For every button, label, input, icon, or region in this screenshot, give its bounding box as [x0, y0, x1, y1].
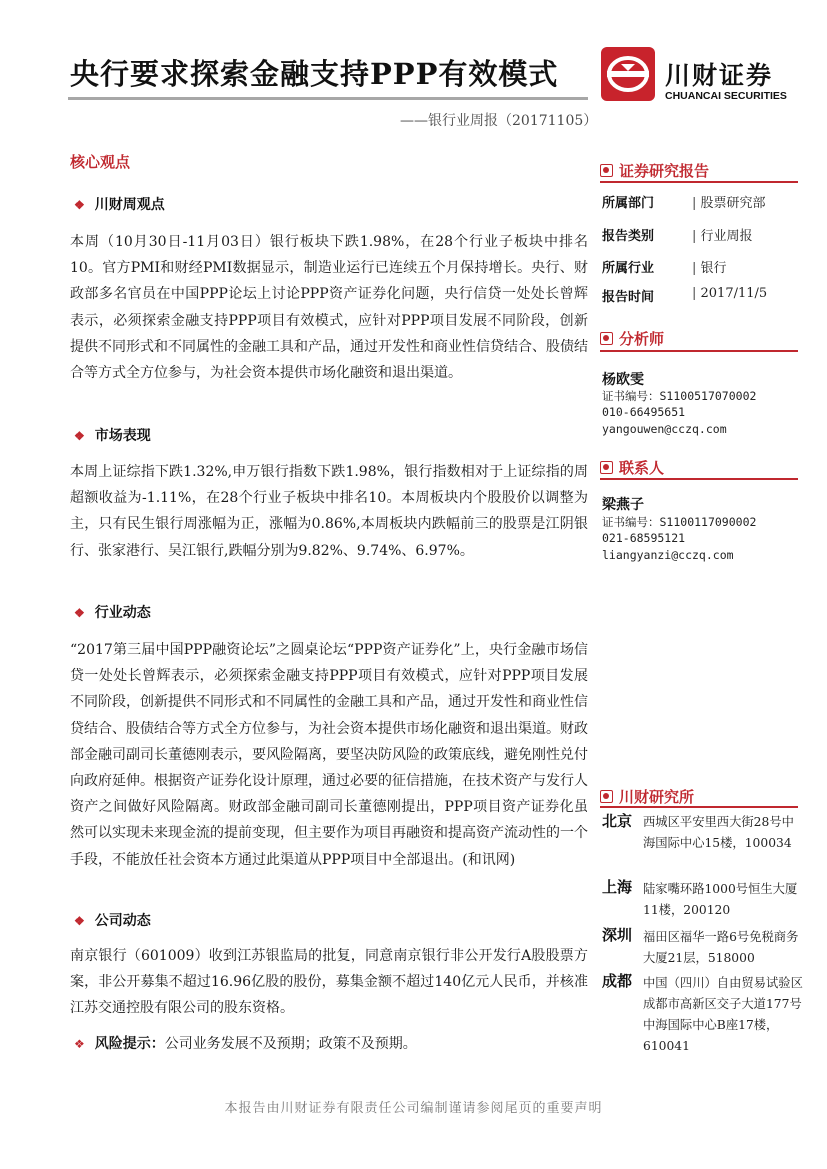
- analyst-email[interactable]: yangouwen@cczq.com: [602, 422, 727, 436]
- office-address-shenzhen: 福田区福华一路6号免税商务大厦21层，518000: [643, 930, 799, 965]
- section-marker-icon: [600, 790, 613, 803]
- analyst-phone: 010-66495651: [602, 405, 686, 419]
- diamond-bullet-icon: ❖: [74, 914, 85, 928]
- meta-label-industry: 所属行业: [602, 261, 655, 276]
- meta-label-category: 报告类别: [602, 229, 655, 244]
- report-title: 央行要求探索金融支持PPP有效模式: [70, 57, 559, 91]
- sidebar-divider: [600, 181, 798, 183]
- core-views-title: 核心观点: [70, 153, 131, 171]
- section-marker-icon: [600, 461, 613, 474]
- section-heading-industry: ❖ 行业动态: [74, 605, 151, 621]
- sidebar-heading-report: 证券研究报告: [600, 160, 709, 181]
- meta-label-date: 报告时间: [602, 290, 655, 305]
- section-heading-company: ❖ 公司动态: [74, 913, 151, 929]
- title-divider: [68, 97, 588, 100]
- diamond-bullet-icon: ❖: [74, 1037, 85, 1051]
- meta-value-industry: | 银行: [692, 257, 727, 276]
- contact-email[interactable]: liangyanzi@cczq.com: [602, 548, 734, 562]
- analyst-name: 杨欧雯: [602, 372, 644, 388]
- sidebar-divider: [600, 806, 798, 808]
- sidebar-heading-analyst: 分析师: [600, 328, 664, 349]
- section-text-industry: “2017第三届中国PPP融资论坛”之圆桌论坛“PPP资产证券化”上，央行金融市场信贷一处处长曾辉表示，必须探索金融支持PPP项目有效模式，应针对PPP项目发展不同阶段，创新提供不同形式和不同属性的金融工具和产品，通过开发性和商业性信贷结合、股债结合等方式全方位参与，为社会资本提供市场化融资和退出渠道。财政部金融司副司长董德刚表示，要风险隔离，要坚决防风险的政策底线，避免刚性兑付向政府延伸。根据资产证券化设计原理，通过必要的征信措施，在技术资产与发行人资产之间做好风险隔离。财政部金融司副司长董德刚提出，PPP项目资产证券化虽然可以实现未来现金流的提前变现，但主要作为项目再融资和提高资产流动性的一个手段，不能放任社会资本方通过此渠道从PPP项目中全部退出。(和讯网): [70, 642, 588, 868]
- office-address-chengdu: 中国（四川）自由贸易试验区成都市高新区交子大道177号中海国际中心B座17楼，610041: [643, 976, 803, 1053]
- section-text-company: 南京银行（601009）收到江苏银监局的批复，同意南京银行非公开发行A股股票方案，非公开募集不超过16.96亿股的股份，募集金额不超过140亿元人民币，并核准江苏交通控股有限公司的股东资格。: [70, 948, 588, 1017]
- diamond-bullet-icon: ❖: [74, 429, 85, 443]
- company-name-en: CHUANCAI SECURITIES: [665, 90, 787, 102]
- analyst-cert: 证书编号：S1100517070002: [602, 389, 757, 403]
- meta-label-department: 所属部门: [602, 196, 655, 211]
- office-city-beijing: 北京: [602, 812, 633, 830]
- contact-cert: 证书编号：S1100117090002: [602, 515, 757, 529]
- office-city-shanghai: 上海: [602, 878, 633, 896]
- diamond-bullet-icon: ❖: [74, 606, 85, 620]
- report-subtitle: ——银行业周报（20171105）: [400, 113, 598, 129]
- company-name-cn: 川财证券: [665, 61, 774, 90]
- contact-phone: 021-68595121: [602, 531, 686, 545]
- office-address-beijing: 西城区平安里西大街28号中海国际中心15楼，100034: [643, 815, 794, 850]
- contact-name: 梁燕子: [602, 497, 644, 513]
- meta-value-category: | 行业周报: [692, 225, 753, 244]
- sidebar-divider: [600, 350, 798, 352]
- diamond-bullet-icon: ❖: [74, 198, 85, 212]
- office-address-shanghai: 陆家嘴环路1000号恒生大厦11楼，200120: [643, 882, 798, 917]
- sidebar-heading-contact: 联系人: [600, 457, 664, 478]
- section-text-market: 本周上证综指下跌1.32%,申万银行指数下跌1.98%，银行指数相对于上证综指的周超额收益为-1.11%，在28个行业子板块中排名10。本周板块内个股股价以调整为主，只有民生银行周涨幅为正，涨幅为0.86%,本周板块内跌幅前三的股票是江阴银行、张家港行、吴江银行,跌幅分别为9.82%、9.74%、6.97%。: [70, 464, 588, 559]
- office-city-chengdu: 成都: [602, 972, 633, 990]
- section-marker-icon: [600, 332, 613, 345]
- risk-warning: ❖ 风险提示：公司业务发展不及预期；政策不及预期。: [74, 1036, 417, 1052]
- meta-value-date: | 2017/11/5: [692, 286, 767, 301]
- section-text-weekly-view: 本周（10月30日-11月03日）银行板块下跌1.98%，在28个行业子板块中排名10。官方PMI和财经PMI数据显示，制造业运行已连续五个月保持增长。央行、财政部多名官员在中国PPP论坛上讨论PPP资产证券化问题，央行信贷一处处长曾辉表示，必须探索金融支持PPP项目有效模式，应针对PPP项目发展不同阶段，创新提供不同形式和不同属性的金融工具和产品，通过开发性和商业性信贷结合、股债结合等方式全方位参与，为社会资本提供市场化融资和退出渠道。: [70, 234, 588, 382]
- sidebar-divider: [600, 478, 798, 480]
- section-heading-weekly-view: ❖ 川财周观点: [74, 197, 165, 213]
- company-logo-icon: [601, 47, 655, 101]
- page-footer-disclaimer: 本报告由川财证券有限责任公司编制谨请参阅尾页的重要声明: [224, 1101, 603, 1116]
- section-marker-icon: [600, 164, 613, 177]
- office-city-shenzhen: 深圳: [602, 926, 633, 944]
- sidebar-heading-institute: 川财研究所: [600, 786, 694, 807]
- meta-value-department: | 股票研究部: [692, 192, 766, 211]
- section-heading-market: ❖ 市场表现: [74, 428, 151, 444]
